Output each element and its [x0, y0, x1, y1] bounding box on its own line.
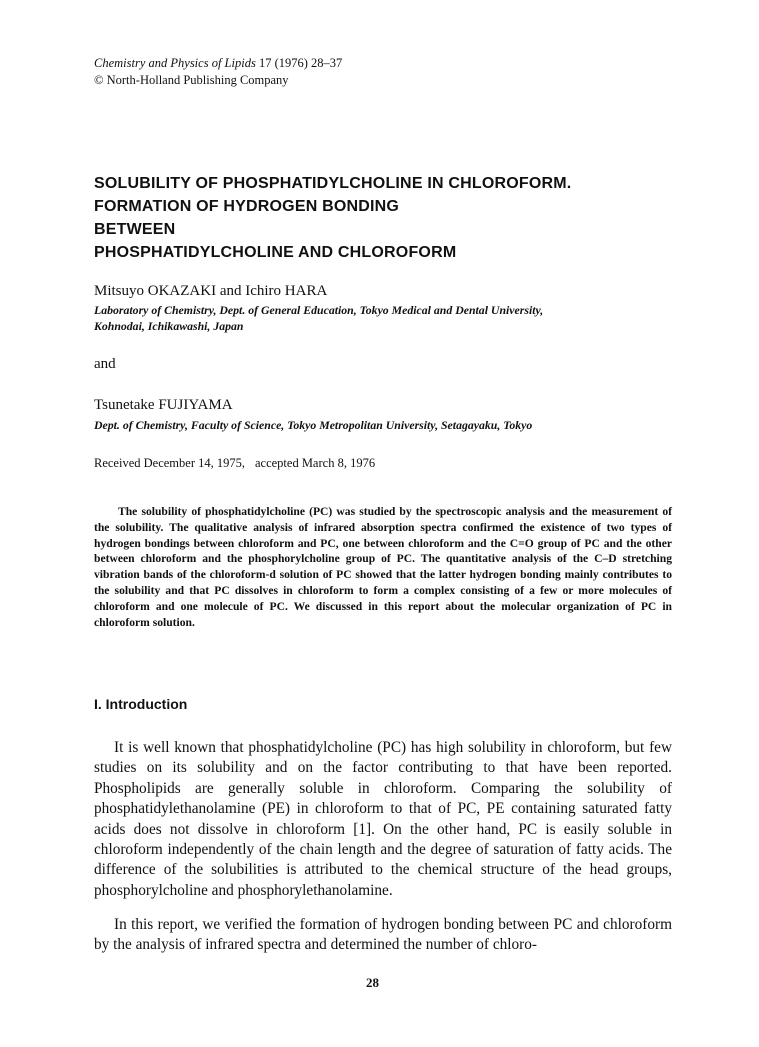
section-heading: I. Introduction	[94, 696, 188, 712]
title-line: FORMATION OF HYDROGEN BONDING	[94, 198, 400, 215]
journal-header	[94, 55, 342, 89]
accepted-date: accepted March 8, 1976	[254, 456, 376, 470]
affiliation-line: Kohnodai, Ichikawashi, Japan	[94, 319, 244, 333]
and-separator: and	[94, 356, 116, 372]
received-date: Received December 14, 1975,	[94, 456, 245, 470]
affiliation-1	[94, 302, 543, 334]
publisher-line: © North-Holland Publishing Company	[94, 73, 289, 87]
authors-group-2: Tsunetake FUJIYAMA	[94, 397, 233, 413]
title-line: PHOSPHATIDYLCHOLINE AND CHLOROFORM	[94, 244, 457, 261]
body-paragraph: It is well known that phosphatidylcholine (PC) has high solubility in chloroform, but few studies on its solubility and on the factor contributing to that have been reported. Phospholipids are generally soluble in chloroform. Comparing the solubility of phosphatidylethanolamine (PE) in chloroform to that of PC, PE containing saturated fatty acids does not dissolve in chloroform [1]. On the other hand, PC is easily soluble in chloroform independently of the chain length and the degree of saturation of fatty acids. The difference of the solubilities is attributed to the chemical structure of the head groups, phosphorylcholine and phosphorylethanolamine.	[94, 739, 672, 899]
page-number: 28	[366, 975, 379, 990]
article-title	[94, 172, 714, 264]
affiliation-line: Laboratory of Chemistry, Dept. of General Education, Tokyo Medical and Dental University,	[94, 303, 544, 317]
title-line: SOLUBILITY OF PHOSPHATIDYLCHOLINE IN CHLOROFORM.	[94, 175, 572, 192]
affiliation-2: Dept. of Chemistry, Faculty of Science, Tokyo Metropolitan University, Setagayaku, Tokyo	[94, 418, 533, 432]
journal-citation	[94, 55, 342, 72]
body-paragraph: In this report, we verified the formation of hydrogen bonding between PC and chloroform by the analysis of infrared spectra and determined the number of chloro-	[94, 916, 672, 954]
journal-name: Chemistry and Physics of Lipids	[94, 56, 256, 70]
abstract: The solubility of phosphatidylcholine (PC) was studied by the spectroscopic analysis and the measurement of the solubility. The qualitative analysis of infrared absorption spectra confirmed the existence of two types of hydrogen bondings between chloroform and PC, one between chloroform and the C=O group of PC and the other between chloroform and the phosphorylcholine group of PC. The quantitative analysis of the C–D stretching vibration bands of the chloroform-d solution of PC showed that the latter hydrogen bonding mainly contributes to the solubility and that PC dissolves in chloroform to form a complex consisting of a few or more molecules of chloroform and one molecule of PC. We discussed in this report about the molecular organization of PC in chloroform solution.	[94, 505, 672, 629]
received-dates	[94, 456, 375, 471]
authors-group-1: Mitsuyo OKAZAKI and Ichiro HARA	[94, 283, 328, 299]
title-line: BETWEEN	[94, 221, 176, 238]
journal-volume-pages: 17 (1976) 28–37	[255, 56, 343, 70]
